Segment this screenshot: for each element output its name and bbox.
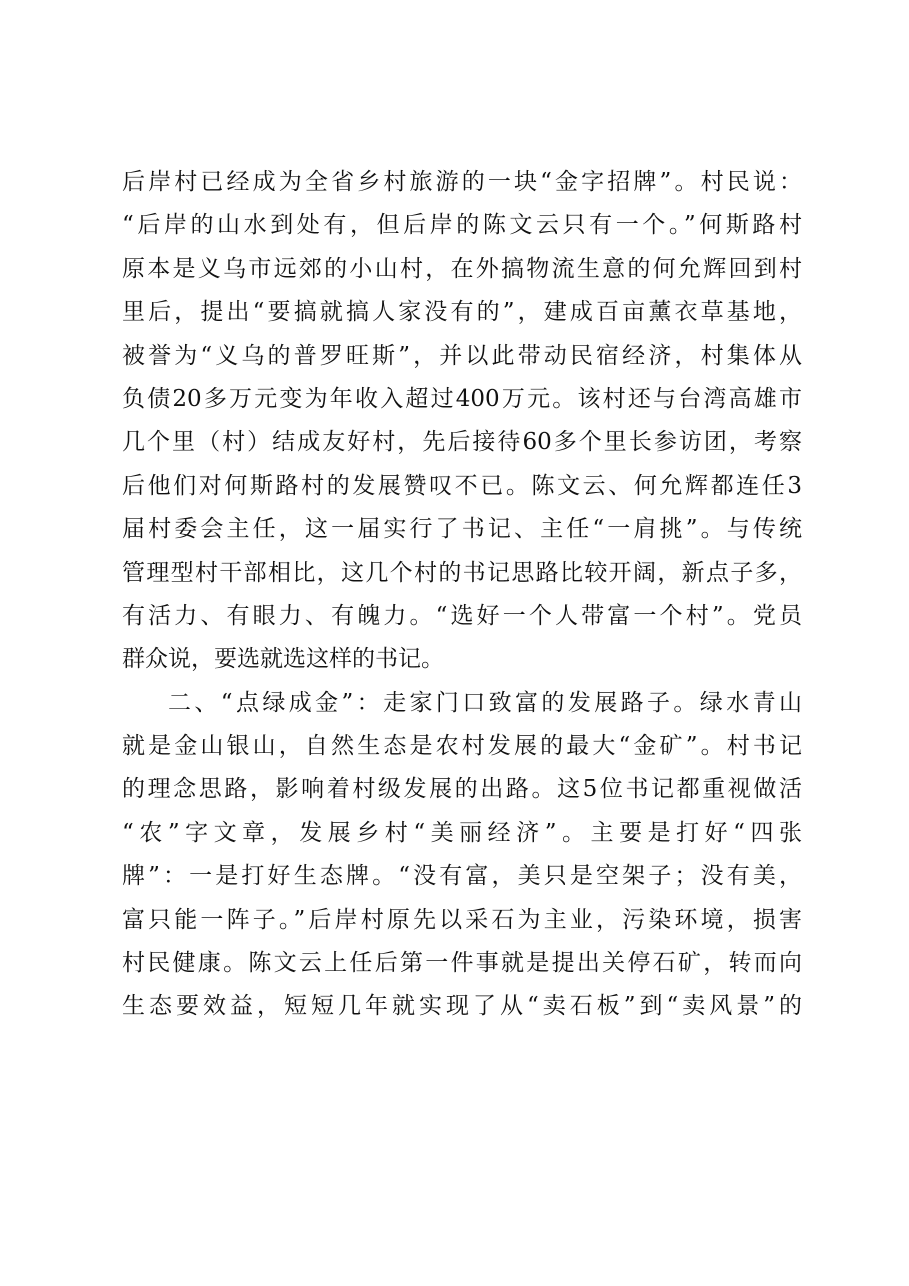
text-line: “后岸的山水到处有，但后岸的陈文云只有一个。”何斯路村 — [122, 212, 802, 239]
text-line: 村民健康。陈文云上任后第一件事就是提出关停石矿，转而向 — [122, 950, 802, 977]
text-line: 后他们对何斯路村的发展赞叹不已。陈文云、何允辉都连任3 — [122, 472, 802, 499]
text-line: 被誉为“义乌的普罗旺斯”，并以此带动民宿经济，村集体从 — [122, 342, 802, 369]
text-line: 里后，提出“要搞就搞人家没有的”，建成百亩薰衣草基地， — [122, 299, 802, 326]
text-line: 富只能一阵子。”后岸村原先以采石为主业，污染环境，损害 — [122, 906, 802, 933]
text-line: 牌”：一是打好生态牌。“没有富，美只是空架子；没有美， — [122, 863, 802, 890]
text-line: “农”字文章，发展乡村“美丽经济”。主要是打好“四张 — [122, 819, 802, 846]
text-line: 后岸村已经成为全省乡村旅游的一块“金字招牌”。村民说： — [122, 169, 802, 195]
text-line: 二、“点绿成金”：走家门口致富的发展路子。绿水青山 — [168, 689, 802, 716]
body-text — [122, 161, 802, 1029]
text-line: 生态要效益，短短几年就实现了从“卖石板”到“卖风景”的 — [122, 993, 802, 1020]
text-line: 届村委会主任，这一届实行了书记、主任“一肩挑”。与传统 — [122, 516, 802, 543]
text-line: 原本是义乌市远郊的小山村，在外搞物流生意的何允辉回到村 — [122, 255, 802, 282]
text-line: 就是金山银山，自然生态是农村发展的最大“金矿”。村书记 — [122, 733, 802, 760]
text-line: 管理型村干部相比，这几个村的书记思路比较开阔，新点子多， — [122, 559, 802, 586]
text-line: 的理念思路，影响着村级发展的出路。这5位书记都重视做活 — [122, 776, 802, 803]
text-line: 有活力、有眼力、有魄力。“选好一个人带富一个村”。党员 — [122, 602, 802, 629]
text-line: 几个里（村）结成友好村，先后接待60多个里长参访团，考察 — [122, 429, 802, 456]
text-line: 群众说，要选就选这样的书记。 — [122, 646, 444, 673]
text-line: 负债20多万元变为年收入超过400万元。该村还与台湾高雄市 — [122, 385, 802, 412]
